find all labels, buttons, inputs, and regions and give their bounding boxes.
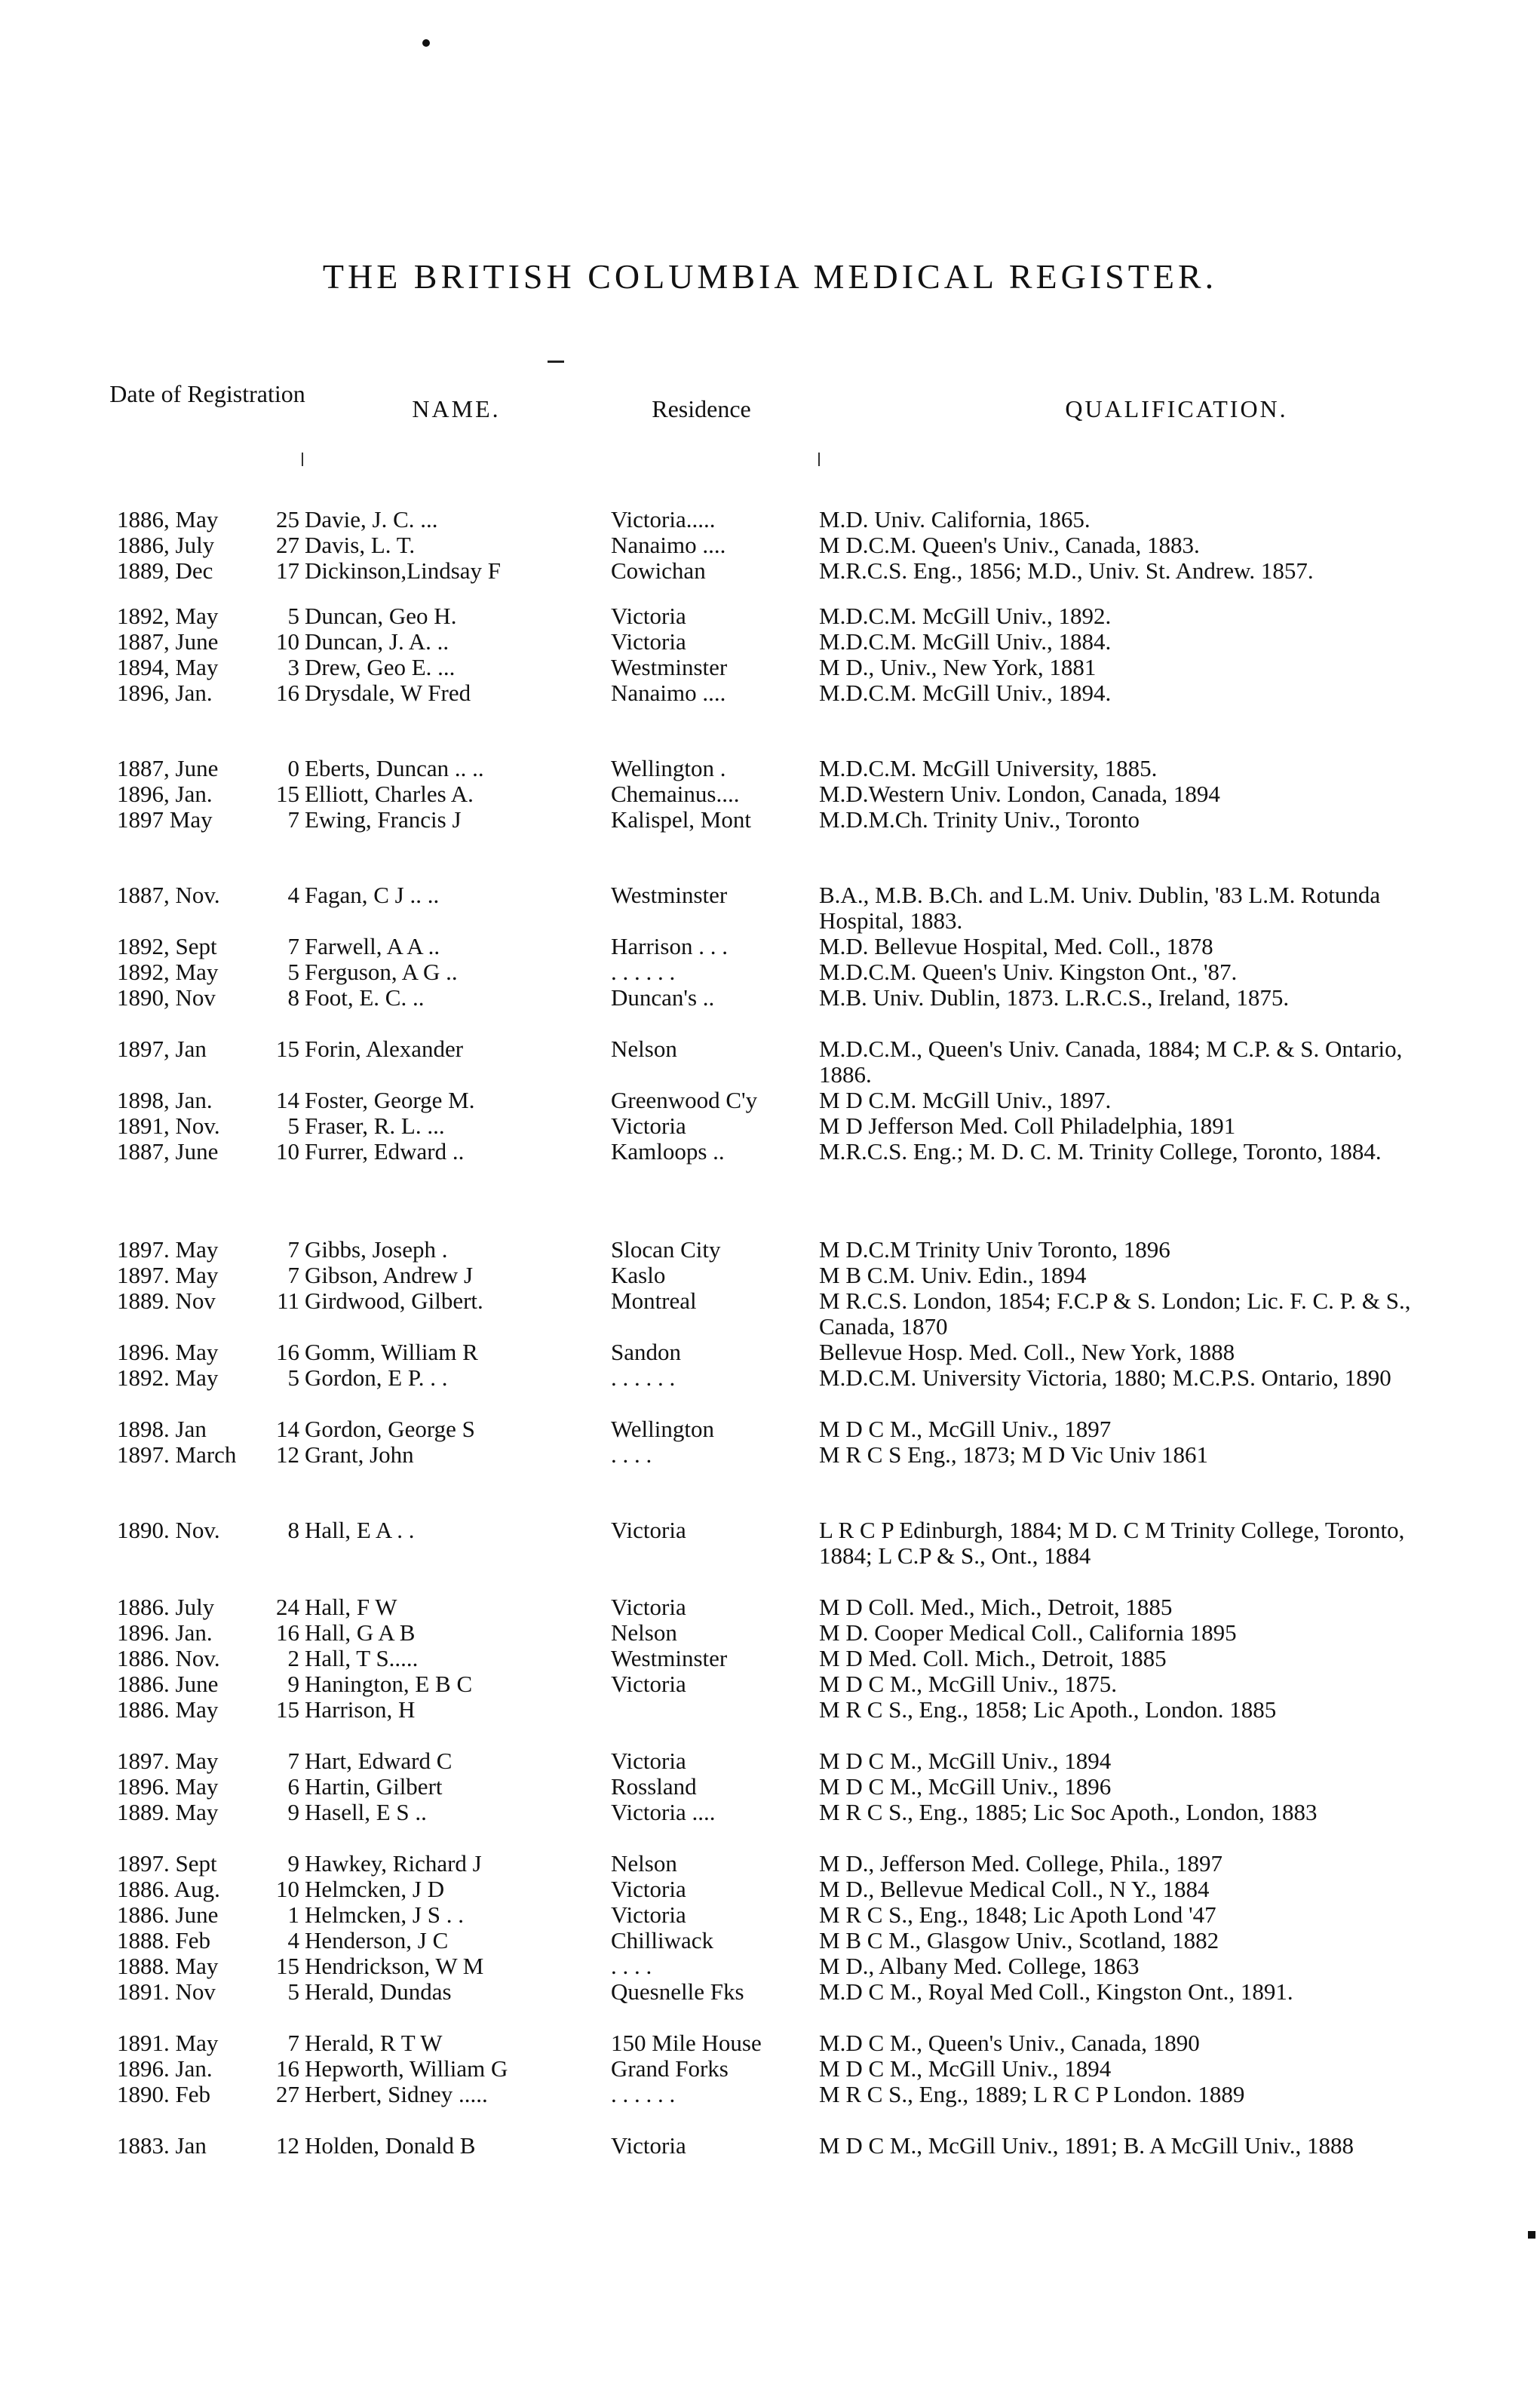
registration-date: 1897. Sept: [117, 1850, 217, 1877]
residence: Nanaimo ....: [611, 532, 726, 558]
ink-edge-mark: [1528, 2231, 1535, 2239]
registration-day: 10: [276, 628, 299, 655]
residence: Victoria ....: [611, 1800, 716, 1825]
practitioner-name: Hasell, E S ..: [305, 1800, 427, 1825]
registration-date: 1888. May: [117, 1953, 219, 1979]
residence: Victoria: [611, 2133, 686, 2159]
residence: . . . . . .: [611, 2082, 676, 2107]
registration-day: 16: [276, 2055, 299, 2082]
qualification: M.D. Bellevue Hospital, Med. Coll., 1878: [819, 933, 1213, 959]
qualification: B.A., M.B. B.Ch. and L.M. Univ. Dublin, '83 L.M. Rotunda Hospital, 1883.: [819, 882, 1381, 934]
residence: Duncan's ..: [611, 985, 715, 1011]
registration-day: 3: [287, 654, 299, 680]
registration-day: 9: [287, 1850, 299, 1877]
registration-day: 7: [287, 933, 299, 959]
registration-date: 1897. May: [117, 1748, 219, 1774]
header-qualification: QUALIFICATION.: [1065, 395, 1288, 422]
registration-day: 15: [276, 1036, 299, 1062]
column-tick: [302, 453, 303, 466]
registration-date: 1897 May: [117, 806, 213, 833]
residence: Wellington: [611, 1416, 714, 1442]
practitioner-name: Gibbs, Joseph .: [305, 1237, 448, 1263]
registration-day: 17: [276, 557, 299, 584]
qualification: M D C M., McGill Univ., 1894: [819, 2055, 1112, 2082]
practitioner-name: Davie, J. C. ...: [305, 507, 438, 532]
qualification: L R C P Edinburgh, 1884; M D. C M Trinity College, Toronto, 1884; L C.P & S., Ont., 1884: [819, 1517, 1405, 1569]
residence: Westminster: [611, 882, 728, 908]
registration-date: 1890. Feb: [117, 2081, 210, 2107]
practitioner-name: Foster, George M.: [305, 1088, 475, 1113]
qualification: M D., Univ., New York, 1881: [819, 654, 1097, 680]
qualification: M.D C M., Queen's Univ., Canada, 1890: [819, 2030, 1200, 2056]
registration-date: 1894, May: [117, 654, 219, 680]
residence: Westminster: [611, 655, 728, 680]
qualification: M D., Bellevue Medical Coll., N Y., 1884: [819, 1876, 1210, 1902]
registration-date: 1897, Jan: [117, 1036, 207, 1062]
practitioner-name: Holden, Donald B: [305, 2133, 476, 2159]
qualification: M D C M., McGill Univ., 1875.: [819, 1671, 1117, 1697]
residence: Grand Forks: [611, 2056, 729, 2082]
residence: Westminster: [611, 1646, 728, 1671]
registration-date: 1892. May: [117, 1364, 219, 1391]
qualification: M.D.C.M. McGill Univ., 1884.: [819, 628, 1112, 655]
residence: 150 Mile House: [611, 2030, 762, 2056]
qualification: M D C M., McGill Univ., 1891; B. A McGill Univ., 1888: [819, 2132, 1354, 2159]
registration-date: 1887, June: [117, 755, 219, 781]
practitioner-name: Foot, E. C. ..: [305, 985, 425, 1011]
registration-day: 0: [287, 755, 299, 781]
registration-date: 1890. Nov.: [117, 1517, 220, 1543]
practitioner-name: Hall, E A . .: [305, 1518, 415, 1543]
registration-date: 1892, Sept: [117, 933, 217, 959]
practitioner-name: Helmcken, J D: [305, 1877, 445, 1902]
qualification: M.D.M.Ch. Trinity Univ., Toronto: [819, 806, 1140, 833]
residence: Quesnelle Fks: [611, 1979, 744, 2005]
registration-date: 1886. May: [117, 1696, 219, 1723]
page-title: THE BRITISH COLUMBIA MEDICAL REGISTER.: [322, 257, 1218, 296]
residence: Kaslo: [611, 1263, 666, 1288]
registration-date: 1896. Jan.: [117, 1619, 213, 1646]
registration-date: 1896. Jan.: [117, 2055, 213, 2082]
practitioner-name: Gibson, Andrew J: [305, 1263, 474, 1288]
practitioner-name: Forin, Alexander: [305, 1036, 464, 1062]
registration-day: 7: [287, 2030, 299, 2056]
registration-date: 1886. July: [117, 1594, 215, 1620]
residence: Kalispel, Mont: [611, 807, 751, 833]
residence: Nelson: [611, 1851, 677, 1877]
registration-date: 1886, July: [117, 532, 215, 558]
residence: Chilliwack: [611, 1928, 714, 1953]
qualification: M D., Jefferson Med. College, Phila., 1897: [819, 1850, 1222, 1877]
qualification: M D C M., McGill Univ., 1896: [819, 1773, 1112, 1800]
registration-date: 1887, Nov.: [117, 882, 220, 908]
residence: Kamloops ..: [611, 1139, 725, 1165]
registration-day: 14: [276, 1416, 299, 1442]
qualification: M R.C.S. London, 1854; F.C.P & S. London; Lic. F. C. P. & S., Canada, 1870: [819, 1287, 1411, 1340]
registration-day: 10: [276, 1876, 299, 1902]
registration-date: 1891. Nov: [117, 1978, 216, 2005]
residence: Montreal: [611, 1288, 697, 1314]
residence: Victoria: [611, 1877, 686, 1902]
registration-day: 4: [287, 882, 299, 908]
registration-date: 1897. March: [117, 1441, 237, 1468]
header-date: Date of Registration: [109, 380, 305, 407]
practitioner-name: Hall, T S.....: [305, 1646, 419, 1671]
registration-day: 27: [276, 2081, 299, 2107]
residence: Chemainus....: [611, 781, 740, 807]
registration-day: 8: [287, 1517, 299, 1543]
residence: Nelson: [611, 1620, 677, 1646]
practitioner-name: Hawkey, Richard J: [305, 1851, 482, 1877]
qualification: M.D. Univ. California, 1865.: [819, 506, 1091, 532]
qualification: M D Jefferson Med. Coll Philadelphia, 1891: [819, 1112, 1236, 1139]
registration-date: 1889. Nov: [117, 1287, 216, 1314]
residence: Nelson: [611, 1036, 677, 1062]
qualification: M R C S., Eng., 1885; Lic Soc Apoth., London, 1883: [819, 1799, 1318, 1825]
practitioner-name: Harrison, H: [305, 1697, 416, 1723]
practitioner-name: Gordon, E P. . .: [305, 1365, 448, 1391]
registration-date: 1898, Jan.: [117, 1087, 213, 1113]
residence: . . . . . .: [611, 959, 676, 985]
residence: Victoria: [611, 629, 686, 655]
residence: Victoria: [611, 1518, 686, 1543]
residence: Rossland: [611, 1774, 697, 1800]
practitioner-name: Drysdale, W Fred: [305, 680, 471, 706]
residence: Victoria: [611, 1671, 686, 1697]
residence: Victoria: [611, 1748, 686, 1774]
residence: . . . . . .: [611, 1365, 676, 1391]
qualification: M.D.C.M. McGill Univ., 1894.: [819, 680, 1112, 706]
registration-date: 1896, Jan.: [117, 781, 213, 807]
practitioner-name: Hepworth, William G: [305, 2056, 508, 2082]
registration-date: 1888. Feb: [117, 1927, 210, 1953]
qualification: M D C M., McGill Univ., 1897: [819, 1416, 1112, 1442]
practitioner-name: Herbert, Sidney .....: [305, 2082, 488, 2107]
residence: Victoria.....: [611, 507, 716, 532]
practitioner-name: Ferguson, A G ..: [305, 959, 458, 985]
practitioner-name: Davis, L. T.: [305, 532, 416, 558]
registration-date: 1892, May: [117, 603, 219, 629]
registration-date: 1886. Nov.: [117, 1645, 220, 1671]
registration-date: 1896. May: [117, 1339, 219, 1365]
registration-date: 1890, Nov: [117, 984, 216, 1011]
residence: Harrison . . .: [611, 934, 728, 959]
qualification: M.D.C.M., Queen's Univ. Canada, 1884; M C.P. & S. Ontario, 1886.: [819, 1036, 1403, 1088]
practitioner-name: Herald, Dundas: [305, 1979, 452, 2005]
registration-day: 5: [287, 1978, 299, 2005]
registration-day: 7: [287, 1236, 299, 1263]
registration-day: 9: [287, 1799, 299, 1825]
registration-date: 1887, June: [117, 1138, 219, 1165]
practitioner-name: Fraser, R. L. ...: [305, 1113, 445, 1139]
registration-date: 1886. June: [117, 1671, 219, 1697]
registration-day: 4: [287, 1927, 299, 1953]
registration-day: 1: [287, 1901, 299, 1928]
registration-date: 1896, Jan.: [117, 680, 213, 706]
registration-day: 5: [287, 603, 299, 629]
practitioner-name: Henderson, J C: [305, 1928, 449, 1953]
qualification: Bellevue Hosp. Med. Coll., New York, 1888: [819, 1339, 1235, 1365]
qualification: M.D.Western Univ. London, Canada, 1894: [819, 781, 1220, 807]
registration-day: 7: [287, 1262, 299, 1288]
registration-day: 12: [276, 2132, 299, 2159]
residence: Slocan City: [611, 1237, 721, 1263]
registration-date: 1892, May: [117, 959, 219, 985]
registration-date: 1897. May: [117, 1262, 219, 1288]
qualification: M.D.C.M. Queen's Univ. Kingston Ont., '87.: [819, 959, 1238, 985]
registration-day: 6: [287, 1773, 299, 1800]
practitioner-name: Dickinson,Lindsay F: [305, 558, 502, 584]
registration-day: 12: [276, 1441, 299, 1468]
practitioner-name: Farwell, A A ..: [305, 934, 440, 959]
registration-day: 15: [276, 1696, 299, 1723]
residence: . . . .: [611, 1442, 652, 1468]
practitioner-name: Hart, Edward C: [305, 1748, 452, 1774]
registration-day: 16: [276, 1339, 299, 1365]
registration-day: 8: [287, 984, 299, 1011]
registration-day: 16: [276, 1619, 299, 1646]
residence: Wellington .: [611, 756, 726, 781]
registration-date: 1896. May: [117, 1773, 219, 1800]
registration-day: 2: [287, 1645, 299, 1671]
registration-day: 15: [276, 1953, 299, 1979]
qualification: M D., Albany Med. College, 1863: [819, 1953, 1140, 1979]
registration-date: 1887, June: [117, 628, 219, 655]
qualification: M.R.C.S. Eng., 1856; M.D., Univ. St. Andrew. 1857.: [819, 557, 1314, 584]
residence: . . . .: [611, 1953, 652, 1979]
practitioner-name: Girdwood, Gilbert.: [305, 1288, 483, 1314]
qualification: M R C S., Eng., 1848; Lic Apoth Lond '47: [819, 1901, 1216, 1928]
practitioner-name: Drew, Geo E. ...: [305, 655, 456, 680]
ink-dash-mark: [548, 361, 564, 363]
practitioner-name: Eberts, Duncan .. ..: [305, 756, 484, 781]
registration-date: 1886. June: [117, 1901, 219, 1928]
registration-date: 1891. May: [117, 2030, 219, 2056]
qualification: M.B. Univ. Dublin, 1873. L.R.C.S., Ireland, 1875.: [819, 984, 1290, 1011]
registration-date: 1886, May: [117, 506, 219, 532]
qualification: M D.C.M Trinity Univ Toronto, 1896: [819, 1236, 1170, 1263]
residence: Victoria: [611, 1594, 686, 1620]
practitioner-name: Hanington, E B C: [305, 1671, 473, 1697]
registration-date: 1889. May: [117, 1799, 219, 1825]
registration-day: 16: [276, 680, 299, 706]
practitioner-name: Furrer, Edward ..: [305, 1139, 465, 1165]
practitioner-name: Hartin, Gilbert: [305, 1774, 443, 1800]
practitioner-name: Duncan, Geo H.: [305, 603, 457, 629]
qualification: M D C M., McGill Univ., 1894: [819, 1748, 1112, 1774]
registration-day: 24: [276, 1594, 299, 1620]
practitioner-name: Hall, G A B: [305, 1620, 416, 1646]
residence: Victoria: [611, 603, 686, 629]
residence: Victoria: [611, 1902, 686, 1928]
residence: Sandon: [611, 1340, 681, 1365]
registration-day: 9: [287, 1671, 299, 1697]
practitioner-name: Ewing, Francis J: [305, 807, 462, 833]
registration-date: 1883. Jan: [117, 2132, 207, 2159]
practitioner-name: Duncan, J. A. ..: [305, 629, 449, 655]
registration-day: 11: [277, 1287, 299, 1314]
residence: Victoria: [611, 1113, 686, 1139]
practitioner-name: Helmcken, J S . .: [305, 1902, 464, 1928]
registration-day: 14: [276, 1087, 299, 1113]
registration-day: 5: [287, 1112, 299, 1139]
qualification: M R C S., Eng., 1889; L R C P London. 1889: [819, 2081, 1245, 2107]
registration-day: 7: [287, 806, 299, 833]
qualification: M R C S Eng., 1873; M D Vic Univ 1861: [819, 1441, 1208, 1468]
qualification: M R C S., Eng., 1858; Lic Apoth., London. 1885: [819, 1696, 1277, 1723]
qualification: M.D.C.M. University Victoria, 1880; M.C.P.S. Ontario, 1890: [819, 1364, 1391, 1391]
qualification: M D C.M. McGill Univ., 1897.: [819, 1087, 1112, 1113]
ink-dot-mark: [422, 39, 430, 47]
qualification: M D Coll. Med., Mich., Detroit, 1885: [819, 1594, 1173, 1620]
qualification: M D. Cooper Medical Coll., California 1895: [819, 1619, 1237, 1646]
registration-day: 27: [276, 532, 299, 558]
qualification: M.D.C.M. McGill University, 1885.: [819, 755, 1158, 781]
registration-day: 5: [287, 959, 299, 985]
practitioner-name: Grant, John: [305, 1442, 414, 1468]
column-tick: [818, 453, 820, 466]
practitioner-name: Elliott, Charles A.: [305, 781, 474, 807]
practitioner-name: Gomm, William R: [305, 1340, 478, 1365]
practitioner-name: Fagan, C J .. ..: [305, 882, 440, 908]
registration-day: 7: [287, 1748, 299, 1774]
practitioner-name: Hendrickson, W M: [305, 1953, 484, 1979]
registration-day: 15: [276, 781, 299, 807]
registration-day: 10: [276, 1138, 299, 1165]
qualification: M.R.C.S. Eng.; M. D. C. M. Trinity College, Toronto, 1884.: [819, 1138, 1382, 1165]
header-residence: Residence: [652, 395, 751, 422]
qualification: M D.C.M. Queen's Univ., Canada, 1883.: [819, 532, 1200, 558]
qualification: M D Med. Coll. Mich., Detroit, 1885: [819, 1645, 1167, 1671]
practitioner-name: Hall, F W: [305, 1594, 397, 1620]
residence: Nanaimo ....: [611, 680, 726, 706]
registration-date: 1897. May: [117, 1236, 219, 1263]
registration-day: 5: [287, 1364, 299, 1391]
registration-day: 25: [276, 506, 299, 532]
qualification: M B C.M. Univ. Edin., 1894: [819, 1262, 1087, 1288]
registration-date: 1891, Nov.: [117, 1112, 220, 1139]
residence: Greenwood C'y: [611, 1088, 758, 1113]
registration-date: 1898. Jan: [117, 1416, 207, 1442]
registration-date: 1886. Aug.: [117, 1876, 220, 1902]
qualification: M B C M., Glasgow Univ., Scotland, 1882: [819, 1927, 1219, 1953]
practitioner-name: Herald, R T W: [305, 2030, 443, 2056]
qualification: M.D C M., Royal Med Coll., Kingston Ont., 1891.: [819, 1978, 1293, 2005]
registration-date: 1889, Dec: [117, 557, 213, 584]
residence: Cowichan: [611, 558, 706, 584]
practitioner-name: Gordon, George S: [305, 1416, 475, 1442]
qualification: M.D.C.M. McGill Univ., 1892.: [819, 603, 1112, 629]
header-name: NAME.: [412, 395, 501, 422]
